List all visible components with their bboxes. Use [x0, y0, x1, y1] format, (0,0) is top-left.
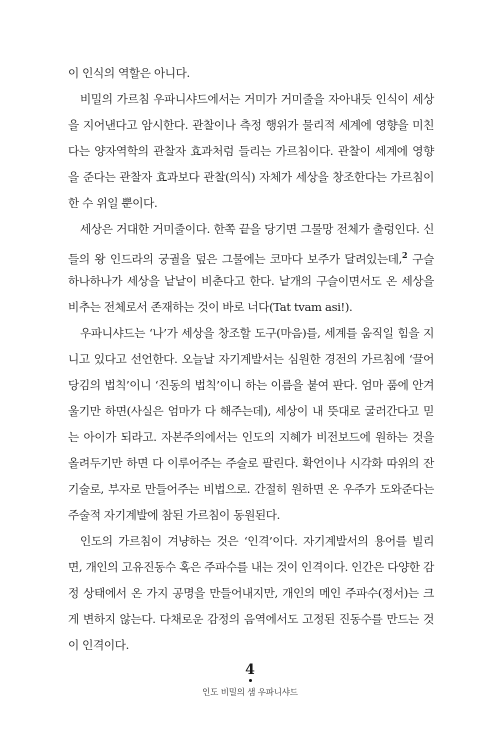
paragraph-line: 면, 개인의 고유진동수 혹은 주파수를 내는 것이 인격이다. 인간은 다양한 감 [68, 560, 434, 574]
paragraph-line: 우파니샤드는 ‘나’가 세상을 창조할 도구(마음)를, 세계를 움직일 힘을 지 [80, 326, 434, 340]
paragraph-line: 올려두기만 하면 다 이루어주는 주술로 팔린다. 확언이나 시각화 따위의 잔 [68, 456, 434, 470]
paragraph-line: 이 인식의 역할은 아니다. [68, 66, 190, 80]
page-number: 4 [245, 662, 255, 678]
paragraph-line: 니고 있다고 선언한다. 오늘날 자기계발서는 심원한 경전의 가르침에 ‘끌어 [68, 352, 434, 366]
running-footer-title: 인도 비밀의 샘 우파니샤드 [202, 688, 298, 698]
paragraph-line: 하나하나가 세상을 낱낱이 비춘다고 한다. 낱개의 구슬이면서도 온 세상을 [68, 274, 434, 288]
paragraph-line: 는 아이가 되라고. 자본주의에서는 인도의 지혜가 비전보드에 원하는 것을 [68, 430, 434, 444]
paragraph-line: 울기만 하면(사실은 엄마가 다 해주는데), 세상이 내 뜻대로 굴러간다고 믿 [68, 404, 434, 418]
paragraph-line: 을 지어낸다고 암시한다. 관찰이나 측정 행위가 물리적 세계에 영향을 미친 [68, 118, 434, 132]
paragraph-line: 비밀의 가르침 우파니샤드에서는 거미가 거미줄을 자아내듯 인식이 세상 [80, 92, 434, 106]
paragraph-line: 당김의 법칙’이니 ‘진동의 법칙’이니 하는 이름을 붙여 판다. 엄마 품에 안겨 [68, 378, 434, 392]
paragraph-line: 인도의 가르침이 겨냥하는 것은 ‘인격’이다. 자기계발서의 용어를 빌리 [80, 534, 434, 548]
paragraph-line-text: 들의 왕 인드라의 궁궐을 덮은 그물에는 코마다 보주가 달려있는데, [68, 252, 402, 266]
paragraph-line: 게 변하지 않는다. 다채로운 감정의 음역에서도 고정된 진동수를 만드는 것 [68, 612, 434, 626]
paragraph-line: 을 준다는 관찰자 효과보다 관찰(의식) 자체가 세상을 창조한다는 가르침이 [68, 170, 434, 184]
paragraph-line: 비추는 전체로서 존재하는 것이 바로 너다(Tat tvam asi!). [68, 300, 353, 314]
paragraph-line-tail: 구슬 [412, 252, 434, 266]
page-footer [0, 662, 500, 699]
paragraph-line: 정 상태에서 온 가지 공명을 만들어내지만, 개인의 메인 주파수(정서)는 크 [68, 586, 434, 600]
footnote-marker[interactable]: 2 [402, 250, 408, 260]
paragraph-line: 세상은 거대한 거미줄이다. 한쪽 끝을 당기면 그물망 전체가 출렁인다. 신 [80, 222, 434, 236]
paragraph-line: 다는 양자역학의 관찰자 효과처럼 들리는 가르침이다. 관찰이 세계에 영향 [68, 144, 434, 158]
paragraph-line [68, 242, 434, 268]
paragraph-line: 이 인격이다. [68, 638, 129, 652]
paragraph-line: 기술로, 부자로 만들어주는 비법으로. 간절히 원하면 온 우주가 도와준다는 [68, 482, 434, 496]
paragraph-line: 주술적 자기계발에 참된 가르침이 동원된다. [68, 508, 280, 522]
paragraph-line: 한 수 위일 뿐이다. [68, 196, 158, 210]
page-dot-ornament [249, 679, 252, 682]
